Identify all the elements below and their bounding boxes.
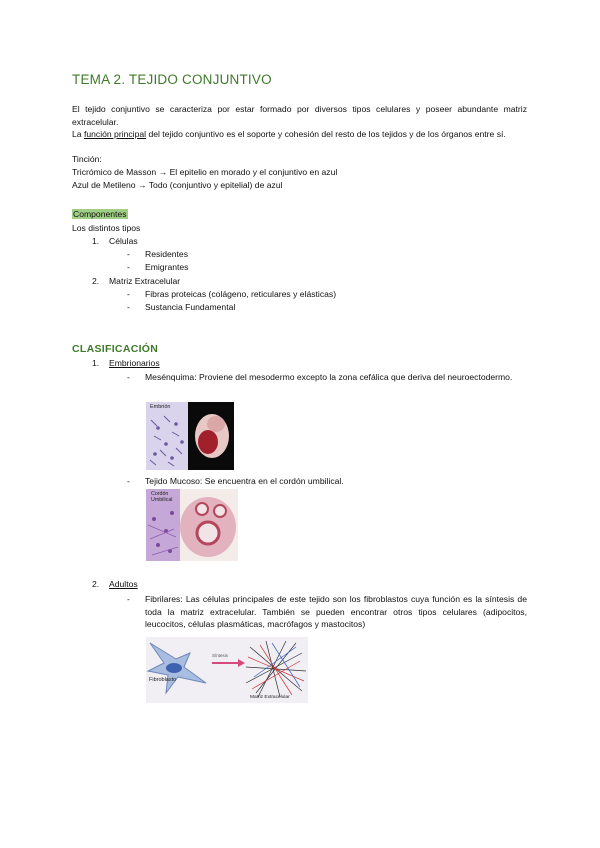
function-paragraph [72,128,527,141]
dash: - [127,302,130,312]
list-item-matriz: Matriz Extracelular [109,276,181,286]
dash: - [127,289,130,299]
embrionarios-heading: Embrionarios [109,358,160,368]
sub-item-sustancia: Sustancia Fundamental [145,302,236,312]
masson-line: Tricrómico de Masson → El epitelio en morado y el conjuntivo en azul [72,167,338,177]
function-principal: función principal [83,129,147,139]
function-text-before: La [72,129,84,139]
metileno-line: Azul de Metileno → Todo (conjuntivo y epitelial) de azul [72,180,283,190]
embryo-illustration [146,402,234,470]
dash: - [127,594,130,604]
intro-paragraph: El tejido conjuntivo se caracteriza por estar formado por diversos tipos celulares y poseer abundante matriz extracelular. [72,104,527,127]
function-text-after: del tejido conjuntivo es el soporte y cohesión del resto de los tejidos y de los órganos entre sí. [146,129,506,139]
adultos-heading: Adultos [109,579,138,589]
componentes-intro: Los distintos tipos [72,223,141,233]
fibrilares-text: Fibrilares: Las células principales de este tejido son los fibroblastos cuya función es la síntesis de toda la matriz extracelular. También se pueden encontrar otros tipos celulares (adipocitos, leucocitos, células plasmáticas, macrófagos y mastocitos) [145,594,527,629]
fibroblast-image [146,637,308,703]
synthesis-label: Síntesis [212,653,229,658]
umbilical-label-line2: Umbilical [151,497,173,503]
fibroblast-label: Fibroblasto [149,677,177,683]
clasificacion-heading: CLASIFICACIÓN [72,343,159,355]
componentes-heading-text: Componentes [73,209,127,219]
embryo-label: Embrión [150,404,171,410]
umbilical-cord-image [146,489,238,561]
umbilical-label-line1: Cordón [151,491,169,497]
tincion-label: Tinción: [72,154,102,164]
list-number: 1. [92,236,100,246]
list-item-celulas: Células [109,236,138,246]
fibroblast-illustration [146,637,308,703]
umbilical-label [151,491,173,503]
dash: - [127,372,130,382]
dash: - [127,249,130,259]
embryo-image [146,402,234,470]
mesenquima-text: Mesénquima: Proviene del mesodermo excepto la zona cefálica que deriva del neuroectodermo. [145,372,513,382]
sub-item-residentes: Residentes [145,249,188,259]
componentes-heading [72,208,128,221]
page-title: TEMA 2. TEJIDO CONJUNTIVO [72,72,272,87]
matrix-label: Matriz Extracelular [250,695,290,700]
dash: - [127,476,130,486]
list-number: 2. [92,579,100,589]
list-number: 2. [92,276,100,286]
dash: - [127,262,130,272]
sub-item-fibras: Fibras proteicas (colágeno, reticulares y elásticas) [145,289,337,299]
sub-item-emigrantes: Emigrantes [145,262,189,272]
list-number: 1. [92,358,100,368]
mucoso-text: Tejido Mucoso: Se encuentra en el cordón umbilical. [145,476,344,486]
